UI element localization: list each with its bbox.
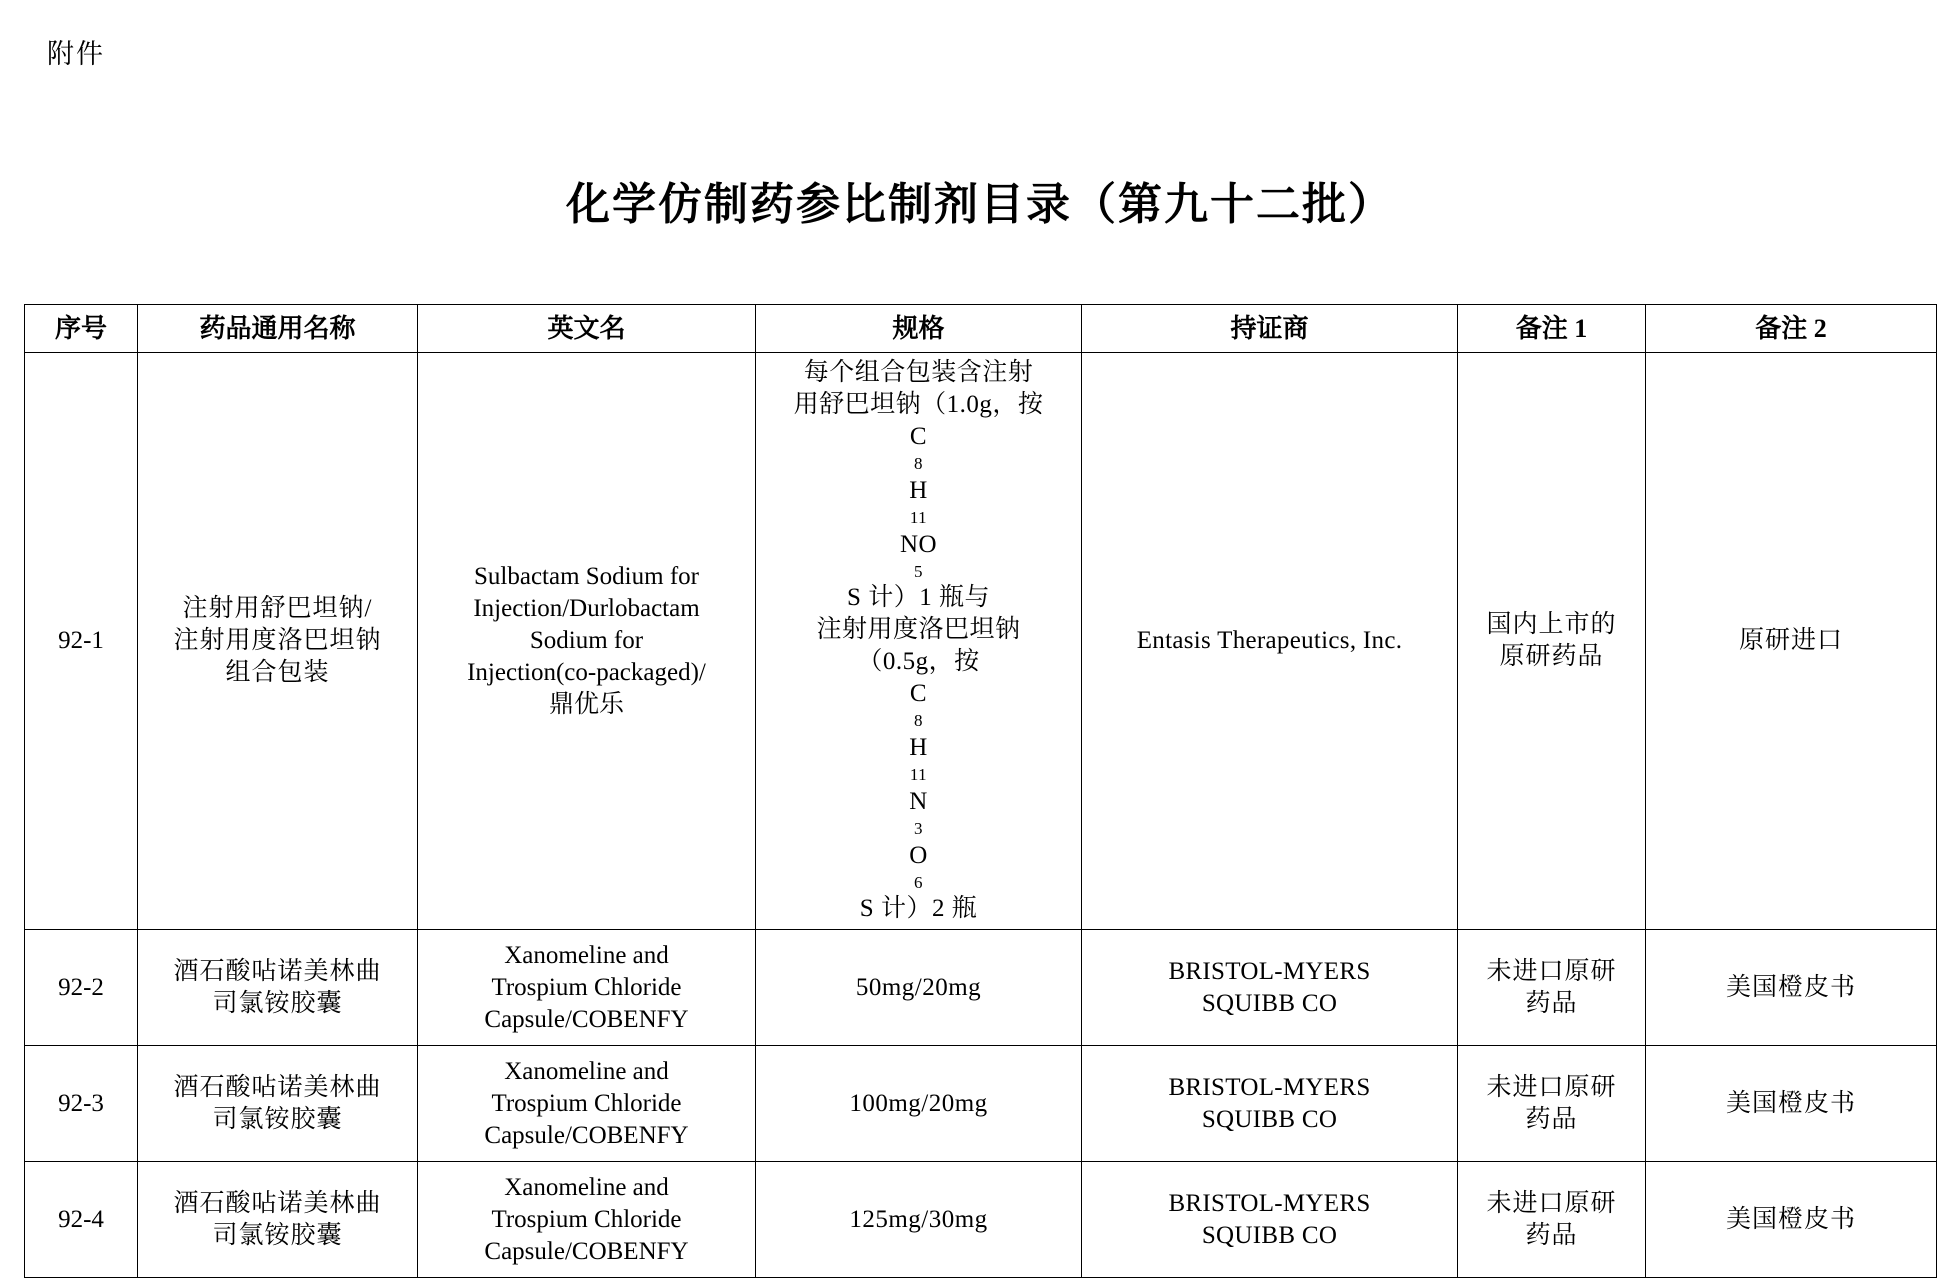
cell-en-name: Xanomeline and Trospium Chloride Capsule/COBENFY bbox=[418, 1162, 756, 1278]
cell-holder: Entasis Therapeutics, Inc. bbox=[1082, 353, 1458, 930]
column-header-cn-name: 药品通用名称 bbox=[138, 305, 418, 353]
column-header-no: 序号 bbox=[25, 305, 138, 353]
cell-note2: 美国橙皮书 bbox=[1646, 1162, 1937, 1278]
page-title: 化学仿制药参比制剂目录（第九十二批） bbox=[566, 179, 1394, 230]
cell-cn-name: 注射用舒巴坦钠/ 注射用度洛巴坦钠 组合包装 bbox=[138, 353, 418, 930]
table-row bbox=[25, 1162, 1937, 1278]
table-row bbox=[25, 353, 1937, 930]
cell-note2: 美国橙皮书 bbox=[1646, 1046, 1937, 1162]
table-row bbox=[25, 930, 1937, 1046]
cell-en-name: Xanomeline and Trospium Chloride Capsule/COBENFY bbox=[418, 1046, 756, 1162]
column-header-holder: 持证商 bbox=[1082, 305, 1458, 353]
cell-holder: BRISTOL-MYERS SQUIBB CO bbox=[1082, 930, 1458, 1046]
cell-holder: BRISTOL-MYERS SQUIBB CO bbox=[1082, 1046, 1458, 1162]
cell-no: 92-2 bbox=[25, 930, 138, 1046]
column-header-note2: 备注 2 bbox=[1646, 305, 1937, 353]
cell-spec: 每个组合包装含注射 用舒巴坦钠（1.0g，按 C 8 H 11 NO 5 S 计）1 瓶与 注射用度洛巴坦钠 （0.5g，按 C 8 H 11 N 3 O 6 S 计）2 瓶 bbox=[756, 353, 1082, 930]
column-header-note1: 备注 1 bbox=[1458, 305, 1646, 353]
cell-no: 92-1 bbox=[25, 353, 138, 930]
cell-en-name: Xanomeline and Trospium Chloride Capsule/COBENFY bbox=[418, 930, 756, 1046]
cell-note1: 未进口原研 药品 bbox=[1458, 1162, 1646, 1278]
cell-note1: 未进口原研 药品 bbox=[1458, 1046, 1646, 1162]
column-header-en-name: 英文名 bbox=[418, 305, 756, 353]
cell-note2: 美国橙皮书 bbox=[1646, 930, 1937, 1046]
table-body bbox=[25, 353, 1937, 1278]
cell-note1: 国内上市的 原研药品 bbox=[1458, 353, 1646, 930]
cell-cn-name: 酒石酸呫诺美林曲 司氯铵胶囊 bbox=[138, 1046, 418, 1162]
cell-spec: 100mg/20mg bbox=[756, 1046, 1082, 1162]
column-header-spec: 规格 bbox=[756, 305, 1082, 353]
cell-spec: 125mg/30mg bbox=[756, 1162, 1082, 1278]
cell-spec: 50mg/20mg bbox=[756, 930, 1082, 1046]
cell-note2: 原研进口 bbox=[1646, 353, 1937, 930]
table-row bbox=[25, 1046, 1937, 1162]
cell-cn-name: 酒石酸呫诺美林曲 司氯铵胶囊 bbox=[138, 930, 418, 1046]
cell-cn-name: 酒石酸呫诺美林曲 司氯铵胶囊 bbox=[138, 1162, 418, 1278]
attachment-label: 附件 bbox=[47, 39, 105, 70]
cell-en-name: Sulbactam Sodium for Injection/Durlobactam Sodium for Injection(co-packaged)/ 鼎优乐 bbox=[418, 353, 756, 930]
cell-note1: 未进口原研 药品 bbox=[1458, 930, 1646, 1046]
reference-drug-catalog-table bbox=[24, 304, 1937, 1278]
table-header-row bbox=[25, 305, 1937, 353]
cell-holder: BRISTOL-MYERS SQUIBB CO bbox=[1082, 1162, 1458, 1278]
cell-no: 92-3 bbox=[25, 1046, 138, 1162]
catalog-table-wrapper bbox=[24, 304, 1936, 1278]
table-header bbox=[25, 305, 1937, 353]
cell-no: 92-4 bbox=[25, 1162, 138, 1278]
